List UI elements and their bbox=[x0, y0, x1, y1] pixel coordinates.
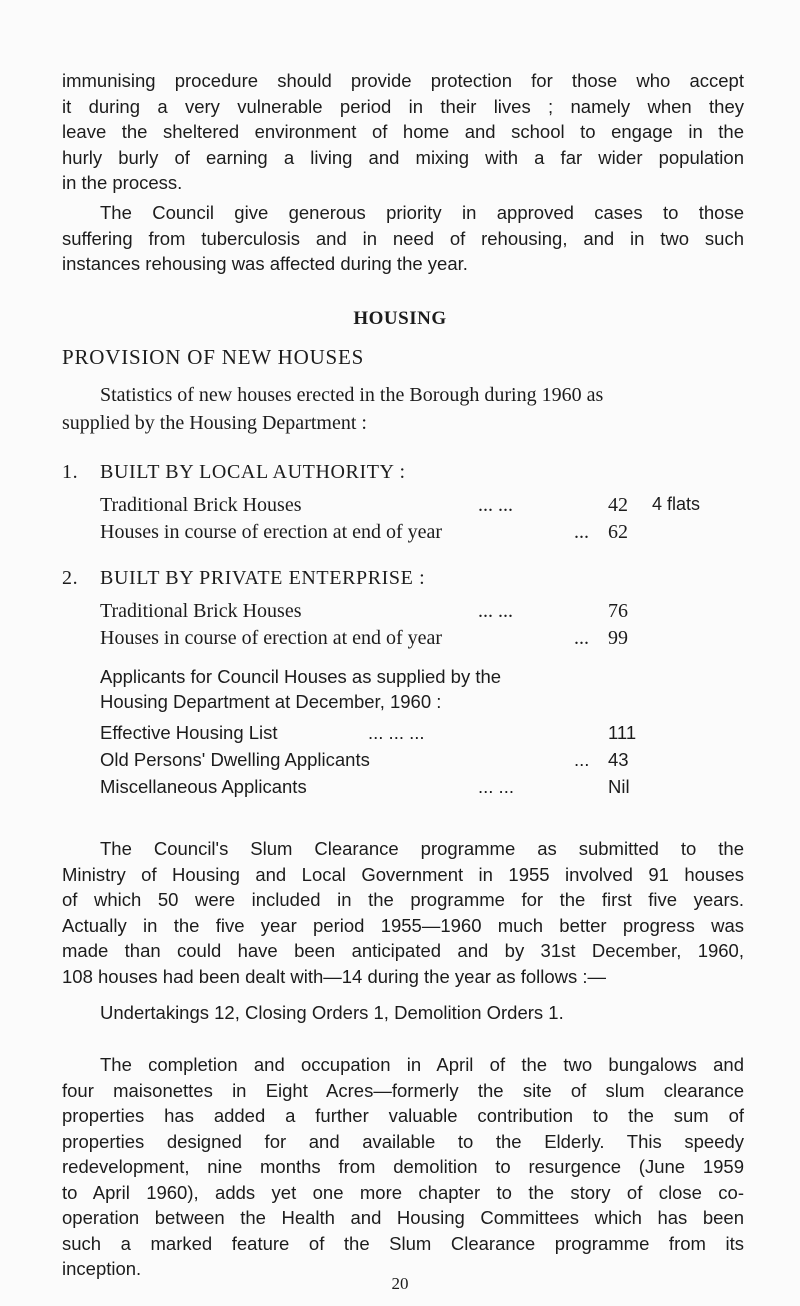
paragraph-eight-acres bbox=[62, 1052, 744, 1282]
text-line: Applicants for Council Houses as supplied by the bbox=[100, 666, 502, 687]
text-line: hurly burly of earning a living and mixing with a far wider population bbox=[62, 146, 744, 168]
subheading-provision: PROVISION OF NEW HOUSES bbox=[62, 345, 365, 369]
section-local-authority-title: 1. BUILT BY LOCAL AUTHORITY : bbox=[62, 461, 406, 483]
undertakings-line: Undertakings 12, Closing Orders 1, Demolition Orders 1. bbox=[100, 1002, 564, 1023]
text-line: supplied by the Housing Department : bbox=[62, 412, 367, 434]
document-page: immunising procedure should provide protection for those who accept it during a very vulnerable period in their lives ; namely when they leave the sheltered environment of home and school to engage in the hurly burly of earning a living and mixing with a far wider population in the process. The Council give generous priority in approved cases to those suffering from tuberculosis and in need of rehousing, and in two such instances rehousing was affected during the year. HOUSING PROVISION OF NEW HOUSES Statistics of new houses erected in the Borough during 1960 as supplied by the Housing Department : 1. BUILT BY LOCAL AUTHORITY : Traditional Brick Houses ... ... 42 4 flats Houses in course of erection at end of year ... 62 2. BUILT BY PRIVATE ENTERPRISE : Traditional Brick Houses ... ... 76 Houses in course of erection at end of year ... 99 Applicants for Council Houses as supplied by the Housing Department at December, 1960 : Effective Housing List ... ... ... 111 Old Persons' Dwelling Applicants ... 43 Miscellaneous Applicants ... ... Nil The Council's Slum Clearance programme as submitted to the Ministry of Housing and Local Government in 1955 involved 91 houses of which 50 were included in the programme for the first five years. Actually in the five year period 1955—1960 much better progress was made than could have been anticipated and by 31st December, 1960, 108 houses had been dealt with—14 during the year as follows :— Undertakings 12, Closing Orders 1, Demolition Orders 1. The completion and occupation in April of the two bungalows and four maisonettes in Eight Acres—formerly the site of slum clearance properties has added a further valuable contribution to the sum of properties designed for and available to the Elderly. This speedy redevelopment, nine months from demolition to resurgence (June 1959 to April 1960), adds yet one more chapter to the story of close co- operation between the Health and Housing Committees which has been such a marked feature of the Slum Clearance programme from its inception. 20 bbox=[0, 0, 800, 1306]
text-line: it during a very vulnerable period in their lives ; namely when they bbox=[62, 95, 744, 117]
text-line: The completion and occupation in April of the two bungalows and bbox=[100, 1054, 744, 1075]
text-line: in the process. bbox=[62, 172, 183, 193]
text-line: properties designed for and available to the Elderly. This speedy bbox=[62, 1130, 744, 1152]
applicants-intro bbox=[100, 664, 501, 714]
text-line: four maisonettes in Eight Acres—formerly the site of slum clearance bbox=[62, 1079, 744, 1101]
text-line: The Council's Slum Clearance programme as submitted to the bbox=[100, 838, 744, 859]
text-line: The Council give generous priority in approved cases to those bbox=[100, 202, 744, 223]
text-line: redevelopment, nine months from demolition to resurgence (June 1959 bbox=[62, 1156, 744, 1177]
text-line: such a marked feature of the Slum Clearance programme from its bbox=[62, 1232, 744, 1254]
section-private-enterprise-title: 2. BUILT BY PRIVATE ENTERPRISE : bbox=[62, 567, 426, 589]
text-line: operation between the Health and Housing Committees which has been bbox=[62, 1207, 744, 1228]
text-line: leave the sheltered environment of home and school to engage in the bbox=[62, 121, 744, 142]
text-line: Ministry of Housing and Local Government in 1955 involved 91 houses bbox=[62, 863, 744, 885]
note-flats: 4 flats bbox=[652, 494, 701, 514]
text-line: Housing Department at December, 1960 : bbox=[100, 691, 442, 712]
statistics-intro bbox=[62, 381, 744, 437]
text-line: inception. bbox=[62, 1258, 142, 1279]
text-line: immunising procedure should provide protection for those who accept bbox=[62, 70, 744, 91]
page-number: 20 bbox=[391, 1274, 409, 1293]
paragraph-slum-clearance bbox=[62, 836, 744, 989]
paragraph-tuberculosis bbox=[62, 200, 744, 277]
text-line: suffering from tuberculosis and in need of rehousing, and in two such bbox=[62, 227, 744, 249]
text-line: properties has added a further valuable contribution to the sum of bbox=[62, 1105, 744, 1126]
text-line: of which 50 were included in the programme for the first five years. bbox=[62, 889, 744, 910]
text-line: Actually in the five year period 1955—1960 much better progress was bbox=[62, 914, 744, 936]
section-heading-housing: HOUSING bbox=[353, 308, 447, 329]
text-line: to April 1960), adds yet one more chapter to the story of close co- bbox=[62, 1181, 744, 1203]
text-line: instances rehousing was affected during the year. bbox=[62, 253, 468, 274]
text-line: 108 houses had been dealt with—14 during the year as follows :— bbox=[62, 965, 607, 987]
text-line: Statistics of new houses erected in the Borough during 1960 as bbox=[100, 384, 604, 406]
paragraph-immunising bbox=[62, 68, 744, 196]
text-line: made than could have been anticipated and by 31st December, 1960, bbox=[62, 940, 744, 961]
